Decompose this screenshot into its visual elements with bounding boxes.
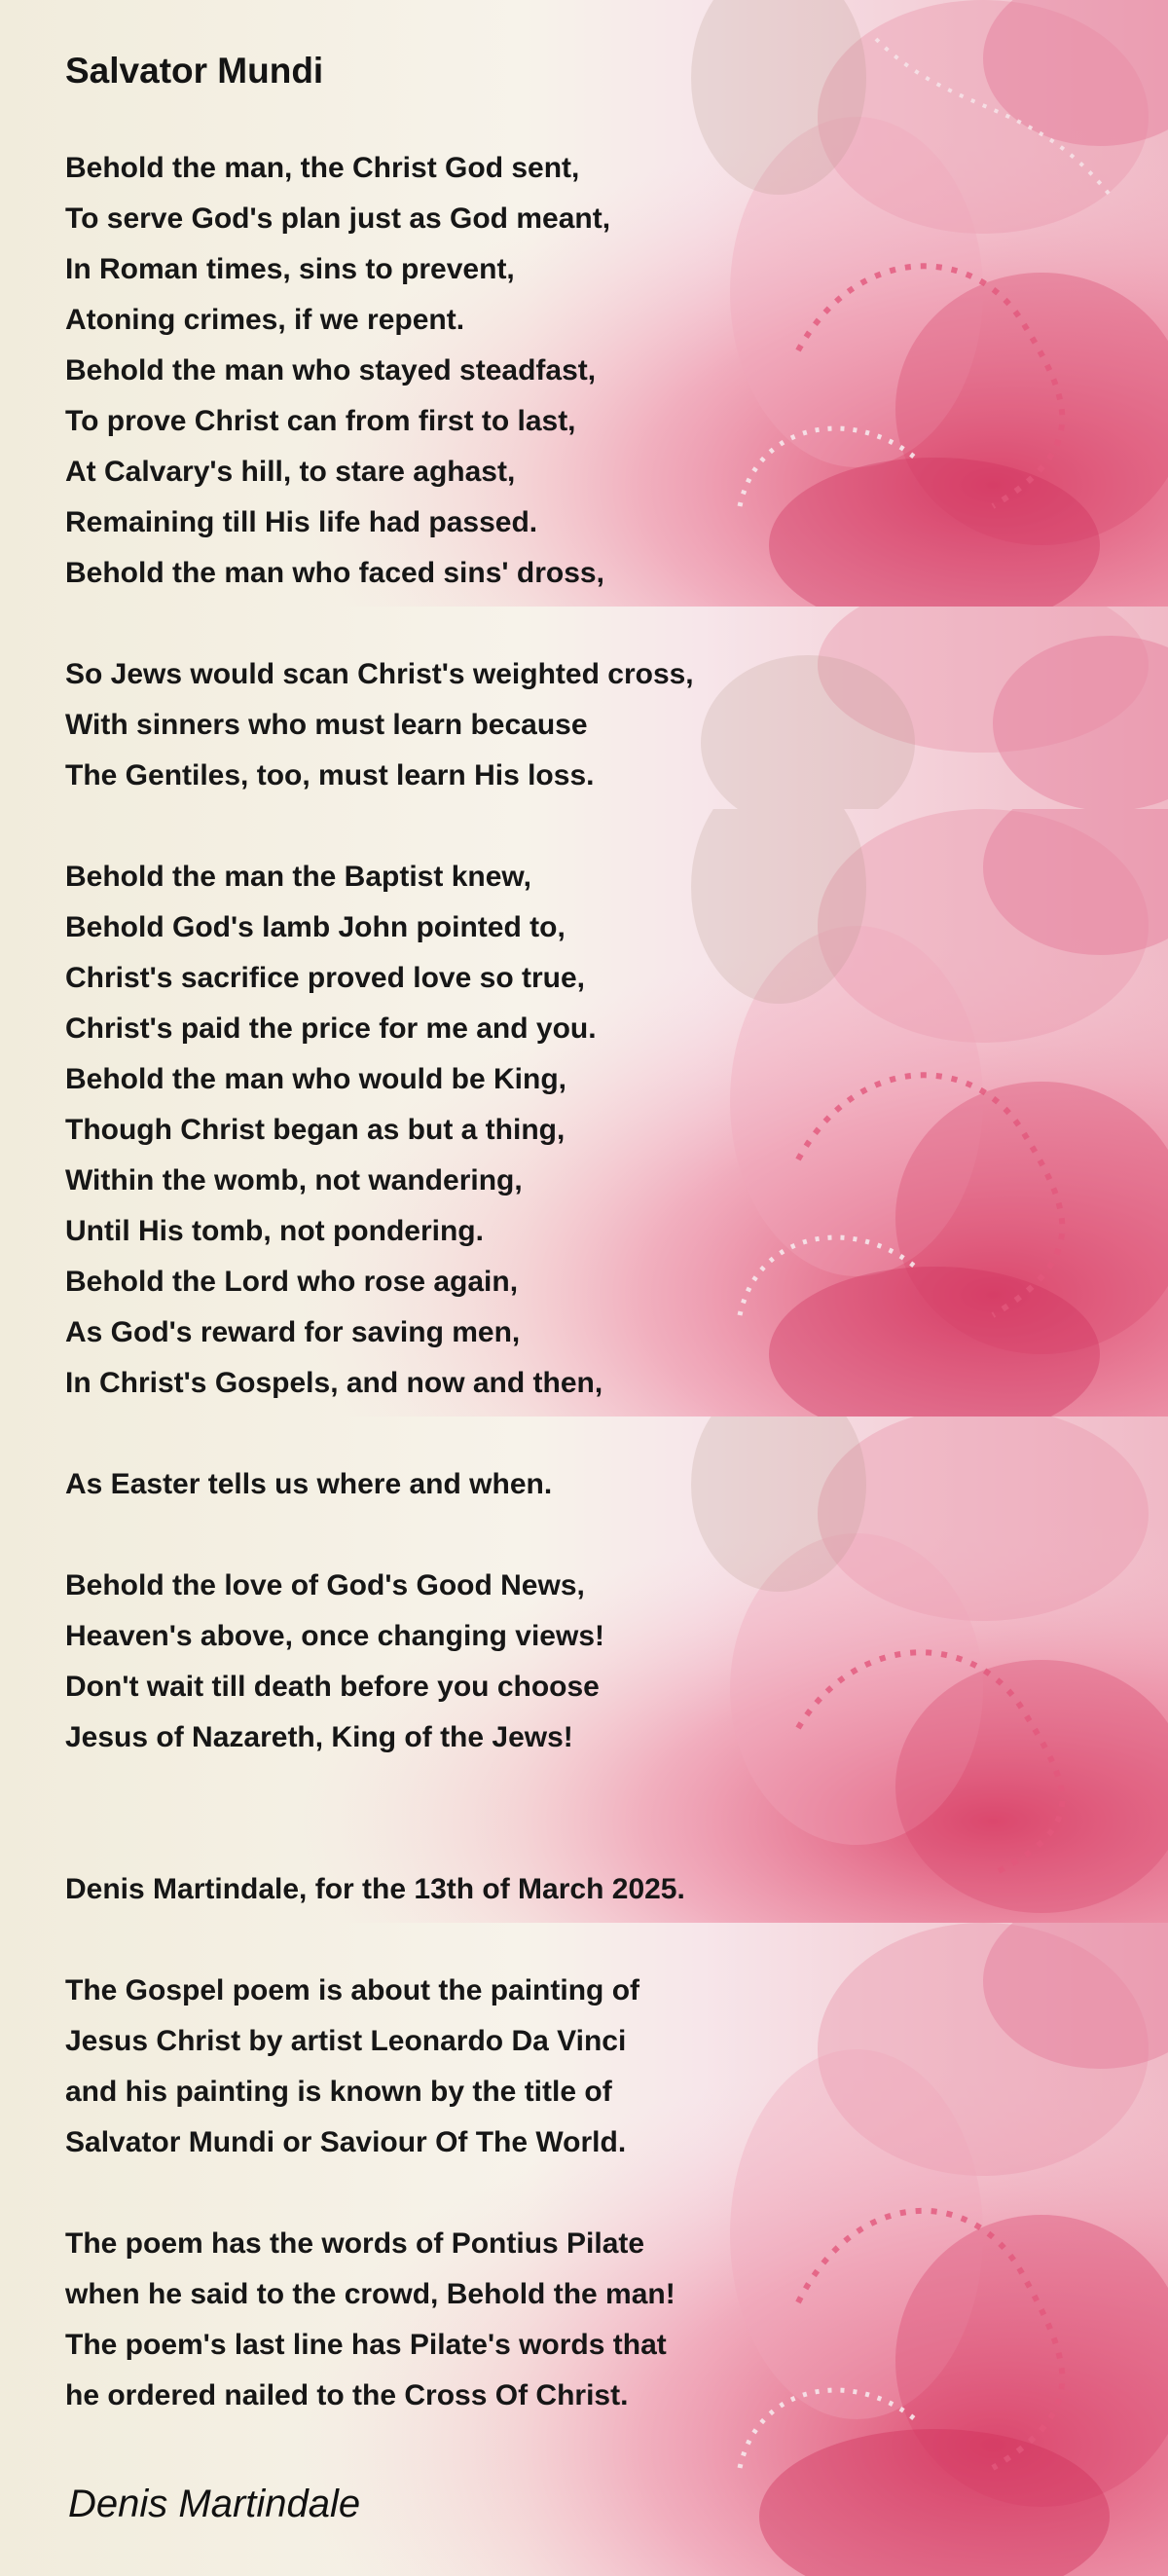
poem-line: With sinners who must learn because (65, 709, 588, 741)
poem-line: Atoning crimes, if we repent. (65, 304, 465, 336)
poem-line: So Jews would scan Christ's weighted cross, (65, 658, 694, 690)
poem-line: At Calvary's hill, to stare aghast, (65, 456, 516, 488)
poem-line: Salvator Mundi or Saviour Of The World. (65, 2126, 627, 2158)
poem-line: Behold the man the Baptist knew, (65, 861, 531, 893)
poem-line: Until His tomb, not pondering. (65, 1215, 484, 1247)
poem-line: In Christ's Gospels, and now and then, (65, 1367, 603, 1399)
poem-line: Jesus of Nazareth, King of the Jews! (65, 1721, 573, 1753)
poem-line: Though Christ began as but a thing, (65, 1114, 566, 1146)
poem-line: Behold the man who would be King, (65, 1063, 566, 1095)
poem-line: The Gentiles, too, must learn His loss. (65, 759, 595, 791)
poem-line: Within the womb, not wandering, (65, 1164, 523, 1196)
poem-line: As Easter tells us where and when. (65, 1468, 553, 1500)
poem-title: Salvator Mundi (65, 51, 324, 91)
author-signature: Denis Martindale (68, 2483, 361, 2525)
poem-line: when he said to the crowd, Behold the man! (65, 2278, 675, 2310)
poem-line: In Roman times, sins to prevent, (65, 253, 515, 285)
poem-line: Behold the man who stayed steadfast, (65, 354, 597, 386)
poem-line: The poem's last line has Pilate's words that (65, 2329, 667, 2361)
poem-line: Remaining till His life had passed. (65, 506, 538, 538)
poem-line: and his painting is known by the title of (65, 2076, 612, 2108)
poem-line: Behold the love of God's Good News, (65, 1569, 585, 1601)
poem-line: To prove Christ can from first to last, (65, 405, 576, 437)
poem-line: Behold God's lamb John pointed to, (65, 911, 566, 943)
poem-line: As God's reward for saving men, (65, 1316, 521, 1348)
poem-line: To serve God's plan just as God meant, (65, 202, 611, 235)
poem-line: Behold the man, the Christ God sent, (65, 152, 580, 184)
poem-line: Don't wait till death before you choose (65, 1671, 600, 1703)
poem-line: Jesus Christ by artist Leonardo Da Vinci (65, 2025, 627, 2057)
poem-line: Christ's sacrifice proved love so true, (65, 962, 585, 994)
poem-line: Heaven's above, once changing views! (65, 1620, 604, 1652)
poem-line: Behold the Lord who rose again, (65, 1266, 519, 1298)
poem-line: The poem has the words of Pontius Pilate (65, 2227, 645, 2260)
poem-line: Behold the man who faced sins' dross, (65, 557, 604, 589)
poem-line: Christ's paid the price for me and you. (65, 1012, 597, 1045)
poem-line: Denis Martindale, for the 13th of March 2025. (65, 1873, 685, 1905)
poem-line: he ordered nailed to the Cross Of Christ. (65, 2379, 629, 2411)
poem-line: The Gospel poem is about the painting of (65, 1974, 640, 2006)
